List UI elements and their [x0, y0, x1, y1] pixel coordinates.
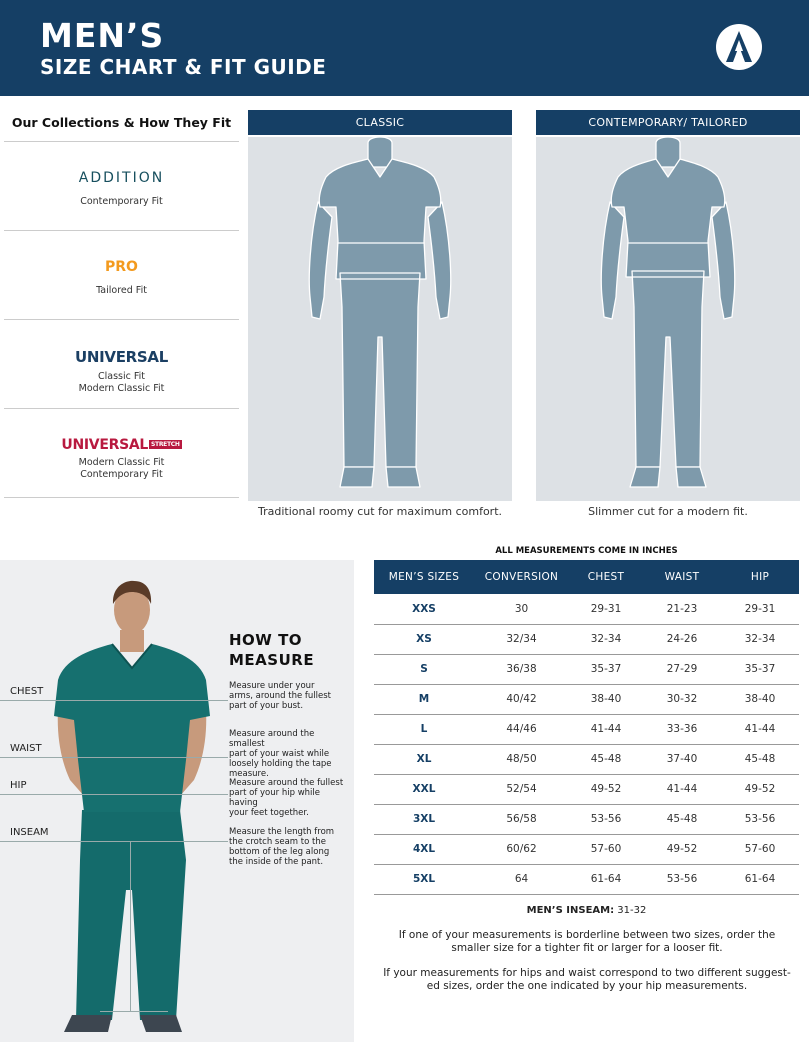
table-cell: 35-37 — [721, 654, 799, 684]
table-cell: 49-52 — [569, 774, 643, 804]
contemporary-fit-title: CONTEMPORARY/ TAILORED — [536, 110, 800, 135]
table-cell: 49-52 — [643, 834, 721, 864]
fit-label: Tailored Fit — [96, 285, 147, 296]
table-cell: 53-56 — [721, 804, 799, 834]
column-header: MEN’S SIZES — [374, 560, 474, 594]
size-cell: 4XL — [374, 834, 474, 864]
table-header-row — [374, 560, 799, 594]
table-cell: 57-60 — [721, 834, 799, 864]
collection-universal — [4, 320, 239, 409]
borderline-size-note — [380, 929, 794, 955]
table-cell: 48/50 — [474, 744, 569, 774]
table-cell: 32-34 — [721, 624, 799, 654]
inseam-label: INSEAM — [10, 827, 49, 838]
table-cell: 53-56 — [643, 864, 721, 894]
table-row — [374, 714, 799, 744]
fit-label: Modern Classic Fit — [78, 457, 165, 468]
table-row — [374, 834, 799, 864]
note-line: If one of your measurements is borderline between two sizes, order the — [398, 929, 776, 941]
collections-list — [4, 110, 239, 498]
inseam-value: 31-32 — [617, 905, 647, 916]
table-row — [374, 684, 799, 714]
inseam-instructions — [229, 827, 349, 867]
table-cell: 45-48 — [569, 744, 643, 774]
inseam-guide-line — [0, 841, 228, 842]
contemporary-fit-figure — [536, 137, 800, 501]
classic-fit-caption: Traditional roomy cut for maximum comfort. — [257, 505, 503, 518]
brand-a-logo-icon — [716, 24, 762, 70]
table-cell: 49-52 — [721, 774, 799, 804]
size-cell: XS — [374, 624, 474, 654]
waist-label: WAIST — [10, 743, 42, 754]
collection-universal-stretch — [4, 409, 239, 498]
page-subtitle: SIZE CHART & FIT GUIDE — [40, 55, 327, 79]
instruction-line: your feet together. — [229, 808, 309, 818]
instruction-line: Measure around the fullest — [229, 778, 344, 788]
instruction-line: bottom of the leg along — [229, 847, 330, 857]
fit-label: Contemporary Fit — [80, 469, 163, 480]
fit-label: Modern Classic Fit — [78, 383, 165, 394]
table-cell: 61-64 — [721, 864, 799, 894]
brand-pro: PRO — [105, 259, 138, 275]
mens-inseam — [374, 905, 799, 916]
hip-waist-note — [380, 967, 794, 993]
size-cell: M — [374, 684, 474, 714]
instruction-line: arms, around the fullest — [229, 691, 331, 701]
table-cell: 29-31 — [569, 594, 643, 624]
table-cell: 45-48 — [721, 744, 799, 774]
table-row — [374, 864, 799, 894]
instruction-line: the crotch seam to the — [229, 837, 326, 847]
instruction-line: part of your waist while — [229, 749, 330, 759]
table-cell: 57-60 — [569, 834, 643, 864]
instruction-line: Measure under your — [229, 681, 315, 691]
table-cell: 38-40 — [721, 684, 799, 714]
fit-label: Contemporary Fit — [80, 196, 163, 207]
size-cell: 5XL — [374, 864, 474, 894]
table-cell: 27-29 — [643, 654, 721, 684]
instruction-line: Measure the length from — [229, 827, 335, 837]
table-row — [374, 744, 799, 774]
size-cell: 3XL — [374, 804, 474, 834]
instruction-line: part of your hip while having — [229, 788, 320, 808]
table-row — [374, 654, 799, 684]
column-header: WAIST — [643, 560, 721, 594]
table-cell: 64 — [474, 864, 569, 894]
note-line: If your measurements for hips and waist correspond to two different suggest- — [383, 967, 791, 979]
column-header: CONVERSION — [474, 560, 569, 594]
table-cell: 30 — [474, 594, 569, 624]
instruction-line: measure. — [229, 769, 269, 779]
classic-fit-figure — [248, 137, 512, 501]
table-cell: 30-32 — [643, 684, 721, 714]
table-row — [374, 774, 799, 804]
table-cell: 24-26 — [643, 624, 721, 654]
page-header — [0, 0, 809, 96]
collections-title: Our Collections & How They Fit — [4, 110, 239, 142]
table-cell: 41-44 — [569, 714, 643, 744]
brand-universal: UNIVERSAL — [75, 348, 168, 366]
size-cell: XXS — [374, 594, 474, 624]
stretch-tag: STRETCH — [151, 441, 180, 448]
inseam-bottom-line — [100, 1011, 168, 1012]
size-cell: XL — [374, 744, 474, 774]
table-cell: 36/38 — [474, 654, 569, 684]
fit-label: Classic Fit — [97, 371, 145, 382]
instruction-line: Measure around the smallest — [229, 729, 315, 749]
table-cell: 41-44 — [721, 714, 799, 744]
table-cell: 41-44 — [643, 774, 721, 804]
brand-universal-stretch — [4, 437, 239, 453]
table-cell: 29-31 — [721, 594, 799, 624]
classic-fit-panel — [248, 110, 512, 518]
page-title: MEN’S — [40, 16, 165, 55]
inseam-label-text: MEN’S INSEAM: — [526, 905, 615, 916]
instruction-line: loosely holding the tape — [229, 759, 332, 769]
table-cell: 40/42 — [474, 684, 569, 714]
size-cell: L — [374, 714, 474, 744]
inseam-vertical-line — [130, 841, 131, 1011]
table-cell: 37-40 — [643, 744, 721, 774]
size-cell: XXL — [374, 774, 474, 804]
table-cell: 35-37 — [569, 654, 643, 684]
column-header: CHEST — [569, 560, 643, 594]
table-row — [374, 624, 799, 654]
table-cell: 60/62 — [474, 834, 569, 864]
contemporary-fit-caption: Slimmer cut for a modern fit. — [588, 505, 748, 518]
table-cell: 44/46 — [474, 714, 569, 744]
how-to-title-line: MEASURE — [229, 651, 315, 669]
size-cell: S — [374, 654, 474, 684]
waist-instructions — [229, 729, 349, 779]
table-row — [374, 594, 799, 624]
hip-guide-line — [0, 794, 228, 795]
collection-pro — [4, 231, 239, 320]
table-cell: 52/54 — [474, 774, 569, 804]
brand-universal-stretch-name: UNIVERSAL — [61, 437, 149, 453]
chest-label: CHEST — [10, 686, 44, 697]
table-cell: 21-23 — [643, 594, 721, 624]
chest-instructions — [229, 681, 349, 711]
note-line: smaller size for a tighter fit or larger for a looser fit. — [451, 942, 723, 954]
classic-fit-title: CLASSIC — [248, 110, 512, 135]
waist-guide-line — [0, 757, 228, 758]
table-cell: 61-64 — [569, 864, 643, 894]
table-cell: 32/34 — [474, 624, 569, 654]
table-cell: 33-36 — [643, 714, 721, 744]
hip-label: HIP — [10, 780, 27, 791]
brand-addition: ADDITION — [78, 170, 165, 186]
table-row — [374, 804, 799, 834]
instruction-line: part of your bust. — [229, 701, 304, 711]
table-cell: 53-56 — [569, 804, 643, 834]
hip-instructions — [229, 778, 349, 818]
contemporary-fit-panel — [536, 110, 800, 518]
how-to-title-line: HOW TO — [229, 631, 303, 649]
measurements-note: ALL MEASUREMENTS COME IN INCHES — [495, 546, 678, 556]
instruction-line: the inside of the pant. — [229, 857, 324, 867]
table-cell: 32-34 — [569, 624, 643, 654]
size-table — [374, 560, 799, 895]
table-cell: 38-40 — [569, 684, 643, 714]
table-cell: 45-48 — [643, 804, 721, 834]
column-header: HIP — [721, 560, 799, 594]
table-cell: 56/58 — [474, 804, 569, 834]
how-to-measure-title — [229, 630, 314, 670]
chest-guide-line — [0, 700, 228, 701]
note-line: ed sizes, order the one indicated by your hip measurements. — [426, 980, 748, 992]
collection-addition — [4, 142, 239, 231]
